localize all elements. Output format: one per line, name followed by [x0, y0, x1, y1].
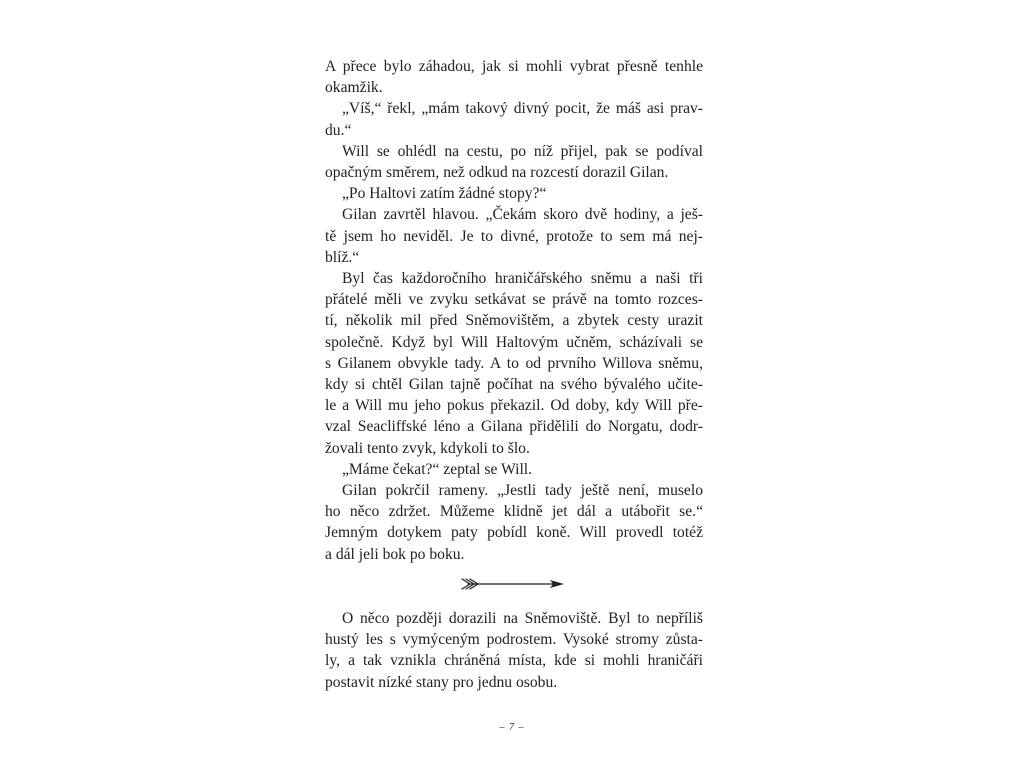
text-line: kdy si chtěl Gilan tajně počíhat na svého bývalého učite-: [325, 376, 703, 394]
text-line: přátelé měli ve zvyku setkávat se právě na tomto rozces-: [325, 291, 703, 309]
paragraph: [325, 141, 703, 183]
text-line: A přece bylo záhadou, jak si mohli vybrat přesně tenhle: [325, 58, 703, 75]
paragraph: [325, 204, 703, 268]
text-line: O něco později dorazili na Sněmoviště. Byl to nepříliš: [342, 610, 703, 627]
paragraph: [325, 459, 703, 480]
text-block-top: [325, 56, 703, 565]
paragraph: [325, 268, 703, 459]
page-number: – 7 –: [499, 722, 525, 733]
text-line: le a Will mu jeho pokus překazil. Od doby, kdy Will pře-: [325, 397, 703, 415]
text-line: žovali tento zvyk, kdykoli to šlo.: [325, 439, 530, 457]
text-line: du.“: [325, 121, 352, 139]
text-line: společně. Když byl Will Haltovým učněm, scházívali se: [325, 333, 703, 351]
text-line: Jemným dotykem paty pobídl koně. Will provedl totéž: [325, 524, 703, 542]
text-line: „Po Haltovi zatím žádné stopy?“: [342, 185, 547, 203]
paragraph: [325, 98, 703, 140]
text-line: „Máme čekat?“ zeptal se Will.: [342, 460, 533, 478]
text-line: tě jsem ho neviděl. Je to divné, protože to sem má nej-: [325, 227, 703, 245]
text-line: a dál jeli bok po boku.: [325, 545, 465, 563]
text-line: postavit nízké stany pro jednu osobu.: [325, 673, 558, 691]
text-line: s Gilanem obvykle tady. A to od prvního Willova sněmu,: [325, 354, 703, 372]
text-line: ho něco zdržet. Můžeme klidně jet dál a utábořit se.“: [325, 503, 703, 521]
arrow-icon: [460, 576, 566, 592]
paragraph: [325, 56, 703, 98]
text-line: okamžik.: [325, 79, 383, 97]
text-block-bottom: [325, 608, 703, 693]
text-line: blíž.“: [325, 248, 360, 266]
text-line: Gilan pokrčil rameny. „Jestli tady ještě není, muselo: [342, 482, 703, 500]
paragraph: [325, 608, 703, 693]
text-line: vzal Seacliffské léno a Gilana přidělili do Norgatu, dodr-: [325, 418, 703, 436]
text-line: tí, několik mil před Sněmovištěm, a zbytek cesty urazit: [325, 312, 703, 330]
text-line: Gilan zavrtěl hlavou. „Čekám skoro dvě hodiny, a ješ-: [342, 206, 703, 224]
text-line: Byl čas každoročního hraničářského sněmu a naši tři: [342, 270, 703, 288]
text-line: ly, a tak vznikla chráněná místa, kde si mohli hraničáři: [325, 652, 703, 670]
text-line: opačným směrem, než odkud na rozcestí dorazil Gilan.: [325, 164, 669, 182]
text-line: „Víš,“ řekl, „mám takový divný pocit, že máš asi prav-: [342, 100, 703, 118]
text-line: hustý les s vymýceným podrostem. Vysoké stromy zůsta-: [325, 631, 703, 649]
text-line: Will se ohlédl na cestu, po níž přijel, pak se podíval: [342, 142, 703, 160]
paragraph: [325, 480, 703, 565]
paragraph: [325, 183, 703, 204]
